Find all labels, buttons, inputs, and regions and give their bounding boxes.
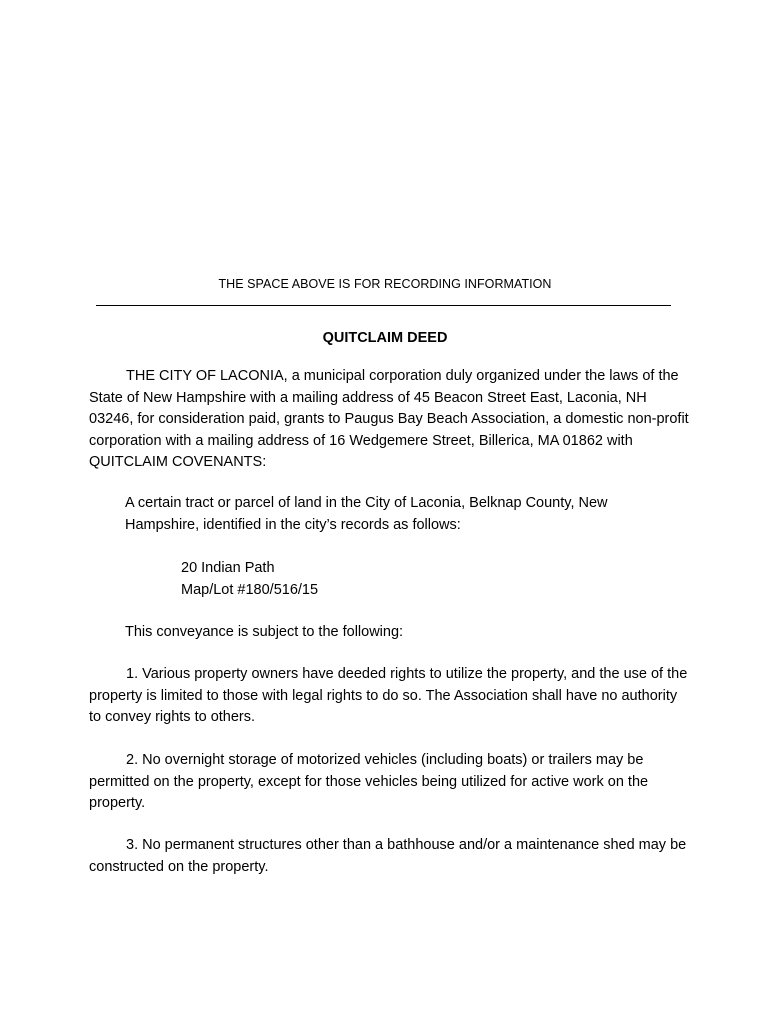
recording-divider-line — [96, 305, 671, 306]
grant-paragraph: THE CITY OF LACONIA, a municipal corporation duly organized under the laws of the State of New Hampshire with a mailing address of 45 Beacon Street East, Laconia, NH 03246, for consideration paid, grants to Paugus Bay Beach Association, a domestic non-profit corporation with a mailing address of 16 Wedgemere Street, Billerica, MA 01862 with QUITCLAIM COVENANTS: — [89, 368, 689, 470]
property-identification — [181, 558, 318, 601]
condition-item: 2. No overnight storage of motorized vehicles (including boats) or trailers may be permitted on the property, except for those vehicles being utilized for active work on the property. — [89, 752, 649, 811]
recording-space-note: THE SPACE ABOVE IS FOR RECORDING INFORMATION — [218, 277, 552, 291]
document-title: QUITCLAIM DEED — [322, 330, 448, 346]
condition-item: 1. Various property owners have deeded rights to utilize the property, and the use of the property is limited to those with legal rights to do so. The Association shall have no authority to convey rights to others. — [89, 666, 688, 725]
conditions-intro: This conveyance is subject to the following: — [125, 624, 404, 640]
property-map-lot: Map/Lot #180/516/15 — [181, 581, 319, 598]
condition-item: 3. No permanent structures other than a bathhouse and/or a maintenance shed may be constructed on the property. — [89, 837, 687, 875]
tract-description-paragraph: A certain tract or parcel of land in the City of Laconia, Belknap County, New Hampshire, identified in the city’s records as follows: — [125, 495, 608, 533]
property-street-address: 20 Indian Path — [181, 560, 275, 576]
